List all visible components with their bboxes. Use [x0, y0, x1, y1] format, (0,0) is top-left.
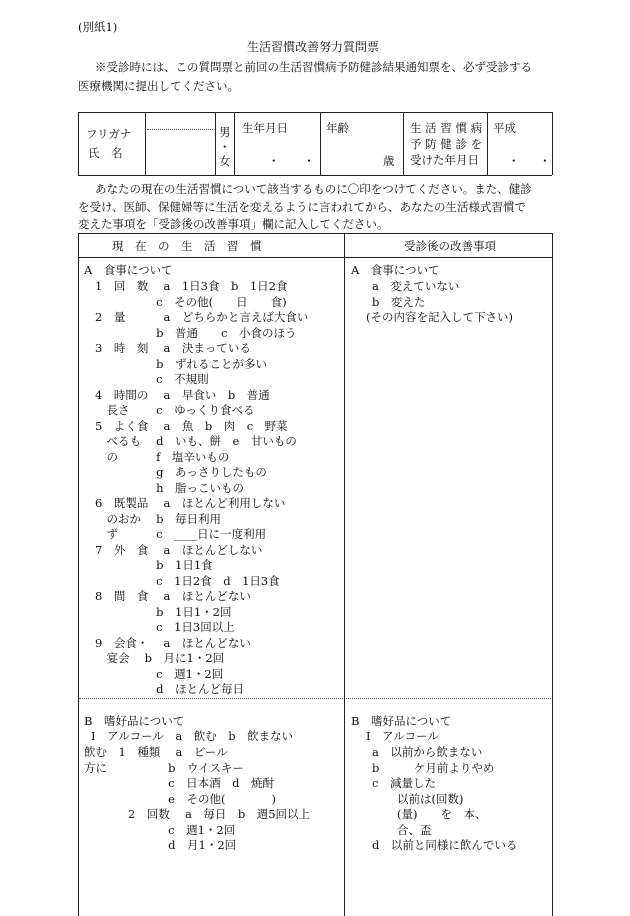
- column-header-after: 受診後の改善事項: [404, 239, 496, 253]
- section-b-line[interactable]: e その他( ): [84, 792, 276, 806]
- section-a-line[interactable]: 長さ c ゆっくり食べる: [95, 403, 255, 417]
- section-b-after-line: B 嗜好品について: [351, 714, 452, 728]
- section-a-line: A 食事について: [84, 263, 173, 277]
- intro-line-1: ※受診時には、この質問票と前回の生活習慣病予防健診結果通知票を、必ず受診する: [95, 60, 532, 74]
- exam-date-label-1: 生 活 習 慣 病: [410, 121, 483, 135]
- section-a-line[interactable]: c 1日3回以上: [95, 620, 235, 634]
- section-a-line[interactable]: ず c ____日に一度利用: [95, 527, 267, 541]
- section-a-line[interactable]: b ずれることが多い: [95, 357, 268, 371]
- section-a-line[interactable]: の f 塩辛いもの: [95, 450, 230, 464]
- section-b-after-line[interactable]: d 以前と同様に飲んでいる: [372, 838, 518, 852]
- furigana-label: フリガナ: [86, 127, 132, 141]
- annex-label: (別紙1): [78, 20, 118, 34]
- section-b-after-line: 以前は(回数): [397, 792, 464, 806]
- section-a-line[interactable]: b 1日1食: [95, 558, 213, 572]
- section-a-line[interactable]: b 1日1・2回: [95, 605, 232, 619]
- section-a-line[interactable]: 4 時間の a 早食い b 普通: [95, 388, 270, 402]
- section-b-after-line[interactable]: b ケ月前よりやめ: [372, 761, 495, 775]
- section-a-after-line: A 食事について: [351, 263, 440, 277]
- intro-line-2: 医療機関に提出してください。: [78, 79, 239, 93]
- section-a-line[interactable]: 7 外 食 a ほとんどしない: [95, 543, 263, 557]
- section-a-line[interactable]: 9 会食・ a ほとんどない: [95, 636, 251, 650]
- exam-date-label-2: 予 防 健 診 を: [410, 137, 483, 151]
- gender-separator: ・: [219, 140, 231, 154]
- age-label: 年齢: [326, 121, 349, 135]
- section-b-after-line[interactable]: c 減量した: [372, 776, 436, 790]
- page-title: 生活習慣改善努力質問票: [247, 40, 380, 54]
- section-b-after-line: 合、盃: [397, 823, 432, 837]
- section-b-line[interactable]: 方に b ウイスキー: [84, 761, 245, 775]
- section-a-after-line[interactable]: a 変えていない: [372, 279, 460, 293]
- instruction-line-1: あなたの現在の生活習慣について該当するものに〇印をつけてください。また、健診: [95, 182, 532, 196]
- birthdate-label: 生年月日: [242, 121, 288, 135]
- section-a-line[interactable]: 2 量 a どちらかと言えば大食い: [95, 310, 309, 324]
- section-a-line[interactable]: 3 時 刻 a 決まっている: [95, 341, 251, 355]
- section-a-after-line: (その内容を記入して下さい): [366, 310, 513, 324]
- section-b-after-line: Ⅰ アルコール: [366, 729, 439, 743]
- section-a-line[interactable]: c その他( 日 食): [95, 295, 287, 309]
- section-b-line[interactable]: c 日本酒 d 焼酎: [84, 776, 274, 790]
- section-a-line[interactable]: g あっさりしたもの: [95, 465, 267, 479]
- section-b-after-line: (量) を 本、: [397, 807, 487, 821]
- section-b-line[interactable]: Ⅰ アルコール a 飲む b 飲まない: [91, 729, 294, 743]
- section-a-line[interactable]: 5 よく食 a 魚 b 肉 c 野菜: [95, 419, 288, 433]
- exam-date-field[interactable]: ・ ・: [508, 154, 559, 168]
- name-label: 氏 名: [88, 146, 127, 160]
- gender-male[interactable]: 男: [219, 125, 231, 139]
- section-b-line[interactable]: c 週1・2回: [84, 823, 236, 837]
- section-a-line[interactable]: d ほとんど毎日: [95, 682, 245, 696]
- birthdate-field[interactable]: ・ ・: [268, 154, 325, 168]
- section-a-line[interactable]: h 脂っこいもの: [95, 481, 245, 495]
- section-a-line[interactable]: c 1日2食 d 1日3食: [95, 574, 280, 588]
- section-b-line[interactable]: 飲む 1 種類 a ビール: [84, 745, 228, 759]
- section-a-line[interactable]: のおか b 毎日利用: [95, 512, 222, 526]
- age-field[interactable]: [326, 138, 380, 168]
- section-a-line[interactable]: c 週1・2回: [95, 667, 224, 681]
- section-a-line[interactable]: b 普通 c 小食のほう: [95, 326, 297, 340]
- section-a-line[interactable]: べるも d いも、餅 e 甘いもの: [95, 434, 297, 448]
- section-b-after-line[interactable]: a 以前から飲まない: [372, 745, 483, 759]
- section-a-line[interactable]: 1 回 数 a 1日3食 b 1日2食: [95, 279, 288, 293]
- section-a-line[interactable]: 宴会 b 月に1・2回: [95, 651, 225, 665]
- section-a-line[interactable]: c 不規則: [95, 372, 209, 386]
- section-a-after-line[interactable]: b 変えた: [372, 295, 426, 309]
- column-header-current: 現 在 の 生 活 習 慣: [112, 239, 262, 253]
- instruction-line-3: 変えた事項を「受診後の改善事項」欄に記入してください。: [78, 217, 389, 231]
- section-a-line[interactable]: 6 既製品 a ほとんど利用しない: [95, 496, 286, 510]
- era-label: 平成: [493, 121, 516, 135]
- age-unit: 歳: [383, 154, 395, 168]
- section-b-line[interactable]: d 月1・2回: [84, 838, 237, 852]
- section-a-line[interactable]: 8 間 食 a ほとんどない: [95, 589, 251, 603]
- name-field[interactable]: [146, 140, 214, 170]
- instruction-line-2: を受け、医師、保健婦等に生活を変えるように言われてから、あなたの生活様式習慣で: [78, 200, 527, 214]
- exam-date-label-3: 受けた年月日: [410, 153, 479, 167]
- section-b-line[interactable]: 2 回数 a 毎日 b 週5回以上: [128, 807, 311, 821]
- gender-female[interactable]: 女: [219, 154, 231, 168]
- section-b-line: B 嗜好品について: [84, 714, 185, 728]
